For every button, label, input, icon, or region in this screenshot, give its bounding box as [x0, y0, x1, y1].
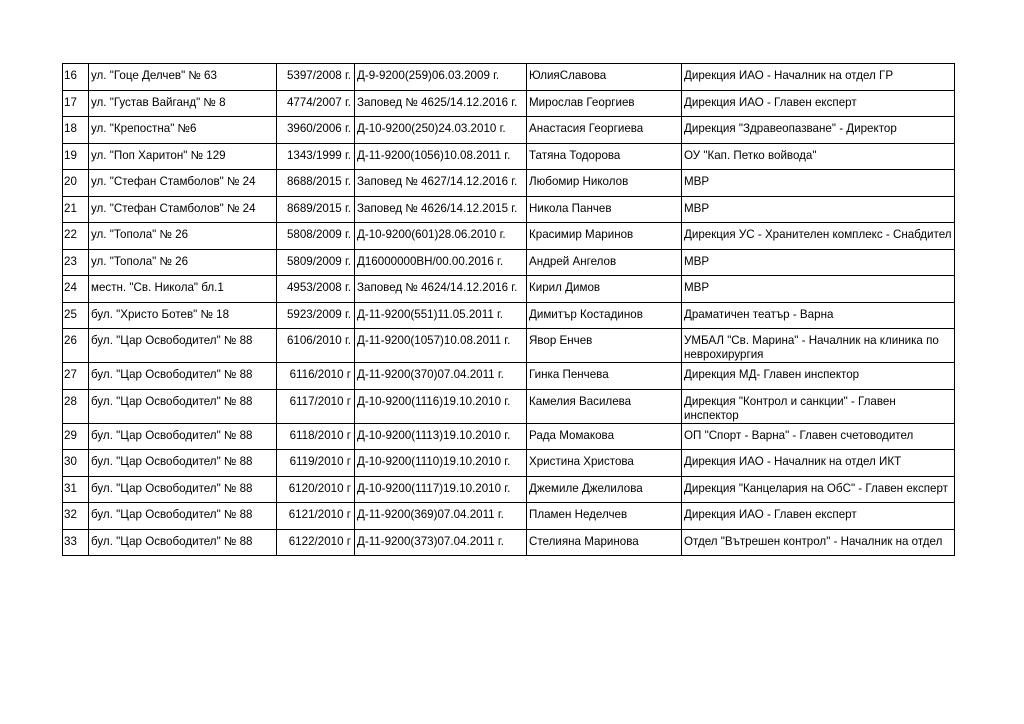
position-cell: ОУ "Кап. Петко войвода": [682, 143, 955, 170]
document-cell: Д-9-9200(259)06.03.2009 г.: [355, 64, 527, 91]
address-cell: бул. "Цар Освободител" № 88: [89, 450, 277, 477]
registration-cell: 1343/1999 г.: [277, 143, 355, 170]
document-cell: Д-11-9200(370)07.04.2011 г.: [355, 363, 527, 390]
address-cell: бул. "Цар Освободител" № 88: [89, 389, 277, 423]
registration-cell: 5397/2008 г.: [277, 64, 355, 91]
position-cell: Дирекция "Контрол и санкции" - Главен инспектор: [682, 389, 955, 423]
address-cell: ул. "Топола" № 26: [89, 223, 277, 250]
table-row: [63, 223, 955, 250]
position-cell: МВР: [682, 170, 955, 197]
table-row: [63, 450, 955, 477]
position-cell: МВР: [682, 276, 955, 303]
document-cell: Д-10-9200(250)24.03.2010 г.: [355, 117, 527, 144]
document-cell: Заповед № 4624/14.12.2016 г.: [355, 276, 527, 303]
table-row: [63, 249, 955, 276]
person-name-cell: Стелияна Маринова: [527, 529, 682, 556]
person-name-cell: Анастасия Георгиева: [527, 117, 682, 144]
address-cell: бул. "Цар Освободител" № 88: [89, 423, 277, 450]
register-table-body: [63, 64, 955, 556]
row-number-cell: 19: [63, 143, 89, 170]
registration-cell: 6121/2010 г: [277, 503, 355, 530]
table-row: [63, 329, 955, 363]
row-number-cell: 33: [63, 529, 89, 556]
row-number-cell: 31: [63, 476, 89, 503]
registration-cell: 8689/2015 г.: [277, 196, 355, 223]
row-number-cell: 24: [63, 276, 89, 303]
person-name-cell: Любомир Николов: [527, 170, 682, 197]
document-cell: Д-10-9200(601)28.06.2010 г.: [355, 223, 527, 250]
table-row: [63, 503, 955, 530]
row-number-cell: 18: [63, 117, 89, 144]
position-cell: Отдел "Вътрешен контрол" - Началник на отдел: [682, 529, 955, 556]
document-cell: Д-11-9200(1056)10.08.2011 г.: [355, 143, 527, 170]
table-row: [63, 302, 955, 329]
document-cell: Д-11-9200(373)07.04.2011 г.: [355, 529, 527, 556]
table-row: [63, 143, 955, 170]
position-cell: Дирекция "Канцелария на ОбС" - Главен експерт: [682, 476, 955, 503]
person-name-cell: Джемиле Джелилова: [527, 476, 682, 503]
position-cell: МВР: [682, 196, 955, 223]
row-number-cell: 25: [63, 302, 89, 329]
person-name-cell: Димитър Костадинов: [527, 302, 682, 329]
position-cell: МВР: [682, 249, 955, 276]
row-number-cell: 22: [63, 223, 89, 250]
position-cell: Дирекция ИАО - Главен експерт: [682, 503, 955, 530]
table-row: [63, 90, 955, 117]
table-row: [63, 196, 955, 223]
address-cell: ул. "Стефан Стамболов" № 24: [89, 196, 277, 223]
registration-cell: 4774/2007 г.: [277, 90, 355, 117]
row-number-cell: 28: [63, 389, 89, 423]
document-cell: Д-11-9200(551)11.05.2011 г.: [355, 302, 527, 329]
document-page: [62, 63, 954, 556]
table-row: [63, 276, 955, 303]
address-cell: бул. "Цар Освободител" № 88: [89, 363, 277, 390]
registration-cell: 6119/2010 г: [277, 450, 355, 477]
registration-cell: 6117/2010 г: [277, 389, 355, 423]
person-name-cell: ЮлияСлавова: [527, 64, 682, 91]
position-cell: Дирекция ИАО - Началник на отдел ГР: [682, 64, 955, 91]
address-cell: местн. "Св. Никола" бл.1: [89, 276, 277, 303]
position-cell: Дирекция "Здравеопазване" - Директор: [682, 117, 955, 144]
row-number-cell: 21: [63, 196, 89, 223]
person-name-cell: Андрей Ангелов: [527, 249, 682, 276]
address-cell: бул. "Цар Освободител" № 88: [89, 476, 277, 503]
row-number-cell: 29: [63, 423, 89, 450]
registration-cell: 5809/2009 г.: [277, 249, 355, 276]
table-row: [63, 170, 955, 197]
table-row: [63, 117, 955, 144]
person-name-cell: Христина Христова: [527, 450, 682, 477]
person-name-cell: Кирил Димов: [527, 276, 682, 303]
address-cell: бул. "Цар Освободител" № 88: [89, 329, 277, 363]
registration-cell: 6122/2010 г: [277, 529, 355, 556]
row-number-cell: 26: [63, 329, 89, 363]
registration-cell: 5808/2009 г.: [277, 223, 355, 250]
registration-cell: 4953/2008 г.: [277, 276, 355, 303]
address-cell: бул. "Цар Освободител" № 88: [89, 529, 277, 556]
address-cell: ул. "Стефан Стамболов" № 24: [89, 170, 277, 197]
document-cell: Заповед № 4626/14.12.2015 г.: [355, 196, 527, 223]
row-number-cell: 16: [63, 64, 89, 91]
person-name-cell: Рада Момакова: [527, 423, 682, 450]
person-name-cell: Мирослав Георгиев: [527, 90, 682, 117]
document-cell: Д-10-9200(1110)19.10.2010 г.: [355, 450, 527, 477]
table-row: [63, 423, 955, 450]
position-cell: Дирекция МД- Главен инспектор: [682, 363, 955, 390]
row-number-cell: 32: [63, 503, 89, 530]
position-cell: Дирекция ИАО - Главен експерт: [682, 90, 955, 117]
person-name-cell: Татяна Тодорова: [527, 143, 682, 170]
document-cell: Д-11-9200(369)07.04.2011 г.: [355, 503, 527, 530]
registration-cell: 6106/2010 г.: [277, 329, 355, 363]
registration-cell: 5923/2009 г.: [277, 302, 355, 329]
row-number-cell: 27: [63, 363, 89, 390]
registration-cell: 3960/2006 г.: [277, 117, 355, 144]
table-row: [63, 529, 955, 556]
person-name-cell: Пламен Неделчев: [527, 503, 682, 530]
document-cell: Заповед № 4625/14.12.2016 г.: [355, 90, 527, 117]
registration-cell: 6116/2010 г: [277, 363, 355, 390]
registration-cell: 6120/2010 г: [277, 476, 355, 503]
register-table: [62, 63, 955, 556]
position-cell: Драматичен театър - Варна: [682, 302, 955, 329]
person-name-cell: Камелия Василева: [527, 389, 682, 423]
position-cell: ОП "Спорт - Варна" - Главен счетоводител: [682, 423, 955, 450]
registration-cell: 6118/2010 г: [277, 423, 355, 450]
row-number-cell: 30: [63, 450, 89, 477]
registration-cell: 8688/2015 г.: [277, 170, 355, 197]
document-cell: Д-10-9200(1117)19.10.2010 г.: [355, 476, 527, 503]
address-cell: ул. "Поп Харитон" № 129: [89, 143, 277, 170]
document-cell: Заповед № 4627/14.12.2016 г.: [355, 170, 527, 197]
document-cell: Д16000000ВН/00.00.2016 г.: [355, 249, 527, 276]
table-row: [63, 363, 955, 390]
document-cell: Д-10-9200(1116)19.10.2010 г.: [355, 389, 527, 423]
document-cell: Д-10-9200(1113)19.10.2010 г.: [355, 423, 527, 450]
table-row: [63, 389, 955, 423]
person-name-cell: Гинка Пенчева: [527, 363, 682, 390]
position-cell: Дирекция УС - Хранителен комплекс - Снабдител: [682, 223, 955, 250]
address-cell: ул. "Крепостна" №6: [89, 117, 277, 144]
position-cell: УМБАЛ "Св. Марина" - Началник на клиника по неврохирургия: [682, 329, 955, 363]
row-number-cell: 20: [63, 170, 89, 197]
row-number-cell: 17: [63, 90, 89, 117]
address-cell: ул. "Топола" № 26: [89, 249, 277, 276]
table-row: [63, 476, 955, 503]
document-cell: Д-11-9200(1057)10.08.2011 г.: [355, 329, 527, 363]
table-row: [63, 64, 955, 91]
address-cell: ул. "Гоце Делчев" № 63: [89, 64, 277, 91]
address-cell: бул. "Цар Освободител" № 88: [89, 503, 277, 530]
person-name-cell: Красимир Маринов: [527, 223, 682, 250]
person-name-cell: Никола Панчев: [527, 196, 682, 223]
person-name-cell: Явор Енчев: [527, 329, 682, 363]
position-cell: Дирекция ИАО - Началник на отдел ИКТ: [682, 450, 955, 477]
address-cell: ул. "Густав Вайганд" № 8: [89, 90, 277, 117]
row-number-cell: 23: [63, 249, 89, 276]
address-cell: бул. "Христо Ботев" № 18: [89, 302, 277, 329]
